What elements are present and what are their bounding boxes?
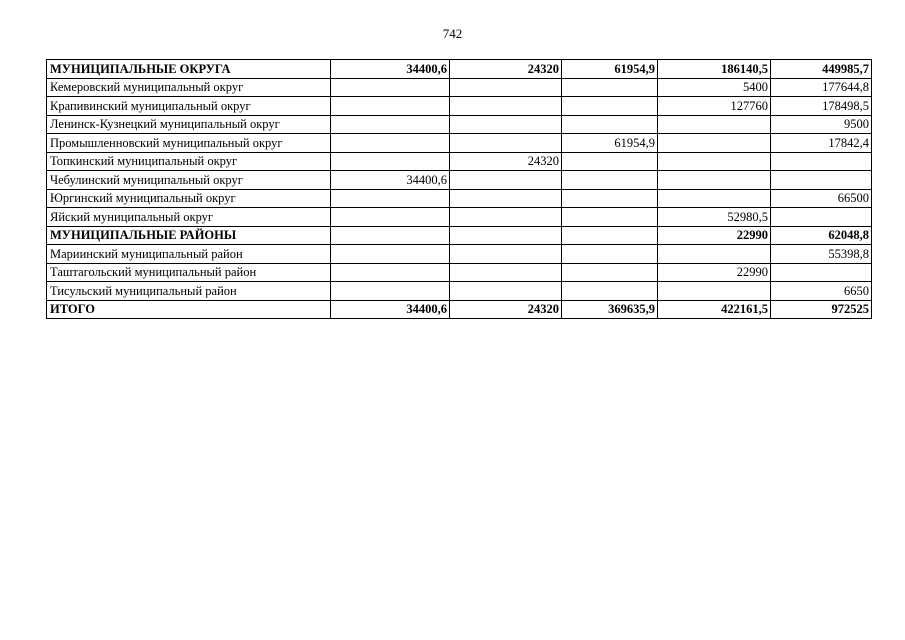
value-cell (562, 208, 658, 227)
value-cell (771, 152, 872, 171)
row-name-cell: Мариинский муниципальный район (47, 245, 331, 264)
value-cell (331, 245, 450, 264)
row-name-cell: Топкинский муниципальный округ (47, 152, 331, 171)
value-cell (562, 263, 658, 282)
row-name-cell: Тисульский муниципальный район (47, 282, 331, 301)
table-section-row (47, 60, 872, 79)
value-cell: 177644,8 (771, 78, 872, 97)
table-row (47, 282, 872, 301)
value-cell (450, 282, 562, 301)
table-row (47, 78, 872, 97)
value-cell (771, 263, 872, 282)
budget-table (46, 59, 872, 319)
value-cell: 6650 (771, 282, 872, 301)
value-cell (450, 226, 562, 245)
value-cell (450, 134, 562, 153)
value-cell (450, 97, 562, 116)
row-name-cell: Таштагольский муниципальный район (47, 263, 331, 282)
value-cell (658, 134, 771, 153)
value-cell: 22990 (658, 226, 771, 245)
value-cell: 24320 (450, 60, 562, 79)
table-section-row (47, 300, 872, 319)
value-cell (771, 208, 872, 227)
row-name-cell: МУНИЦИПАЛЬНЫЕ РАЙОНЫ (47, 226, 331, 245)
value-cell: 972525 (771, 300, 872, 319)
value-cell: 9500 (771, 115, 872, 134)
value-cell (562, 245, 658, 264)
value-cell: 17842,4 (771, 134, 872, 153)
table-row (47, 208, 872, 227)
value-cell (331, 78, 450, 97)
table-section-row (47, 226, 872, 245)
value-cell (562, 189, 658, 208)
value-cell: 62048,8 (771, 226, 872, 245)
value-cell (450, 208, 562, 227)
value-cell (450, 245, 562, 264)
value-cell: 34400,6 (331, 300, 450, 319)
table-row (47, 134, 872, 153)
table-row (47, 97, 872, 116)
value-cell: 34400,6 (331, 60, 450, 79)
value-cell (658, 282, 771, 301)
value-cell (562, 78, 658, 97)
value-cell: 5400 (658, 78, 771, 97)
value-cell: 61954,9 (562, 134, 658, 153)
row-name-cell: Юргинский муниципальный округ (47, 189, 331, 208)
value-cell (450, 189, 562, 208)
value-cell (771, 171, 872, 190)
value-cell (331, 226, 450, 245)
value-cell (658, 115, 771, 134)
value-cell: 22990 (658, 263, 771, 282)
value-cell: 422161,5 (658, 300, 771, 319)
value-cell: 55398,8 (771, 245, 872, 264)
table-row (47, 171, 872, 190)
row-name-cell: МУНИЦИПАЛЬНЫЕ ОКРУГА (47, 60, 331, 79)
value-cell (331, 189, 450, 208)
value-cell: 66500 (771, 189, 872, 208)
value-cell (450, 171, 562, 190)
value-cell: 186140,5 (658, 60, 771, 79)
row-name-cell: ИТОГО (47, 300, 331, 319)
value-cell: 24320 (450, 300, 562, 319)
row-name-cell: Чебулинский муниципальный округ (47, 171, 331, 190)
row-name-cell: Кемеровский муниципальный округ (47, 78, 331, 97)
value-cell (562, 171, 658, 190)
value-cell: 52980,5 (658, 208, 771, 227)
value-cell (331, 134, 450, 153)
row-name-cell: Ленинск-Кузнецкий муниципальный округ (47, 115, 331, 134)
value-cell (331, 208, 450, 227)
value-cell (562, 226, 658, 245)
value-cell: 127760 (658, 97, 771, 116)
value-cell (331, 152, 450, 171)
table-row (47, 115, 872, 134)
value-cell (450, 115, 562, 134)
value-cell (562, 115, 658, 134)
table-row (47, 263, 872, 282)
value-cell (658, 189, 771, 208)
row-name-cell: Крапивинский муниципальный округ (47, 97, 331, 116)
table-row (47, 245, 872, 264)
value-cell: 24320 (450, 152, 562, 171)
value-cell (562, 282, 658, 301)
value-cell (331, 263, 450, 282)
value-cell (331, 282, 450, 301)
value-cell (658, 152, 771, 171)
value-cell: 34400,6 (331, 171, 450, 190)
table-row (47, 152, 872, 171)
value-cell (562, 97, 658, 116)
value-cell (658, 245, 771, 264)
value-cell: 61954,9 (562, 60, 658, 79)
value-cell (331, 97, 450, 116)
value-cell (562, 152, 658, 171)
row-name-cell: Промышленновский муниципальный округ (47, 134, 331, 153)
value-cell (658, 171, 771, 190)
value-cell (450, 78, 562, 97)
page-number: 742 (442, 26, 463, 41)
value-cell: 369635,9 (562, 300, 658, 319)
value-cell: 178498,5 (771, 97, 872, 116)
value-cell: 449985,7 (771, 60, 872, 79)
value-cell (450, 263, 562, 282)
row-name-cell: Яйский муниципальный округ (47, 208, 331, 227)
table-body (47, 60, 872, 319)
table-row (47, 189, 872, 208)
value-cell (331, 115, 450, 134)
